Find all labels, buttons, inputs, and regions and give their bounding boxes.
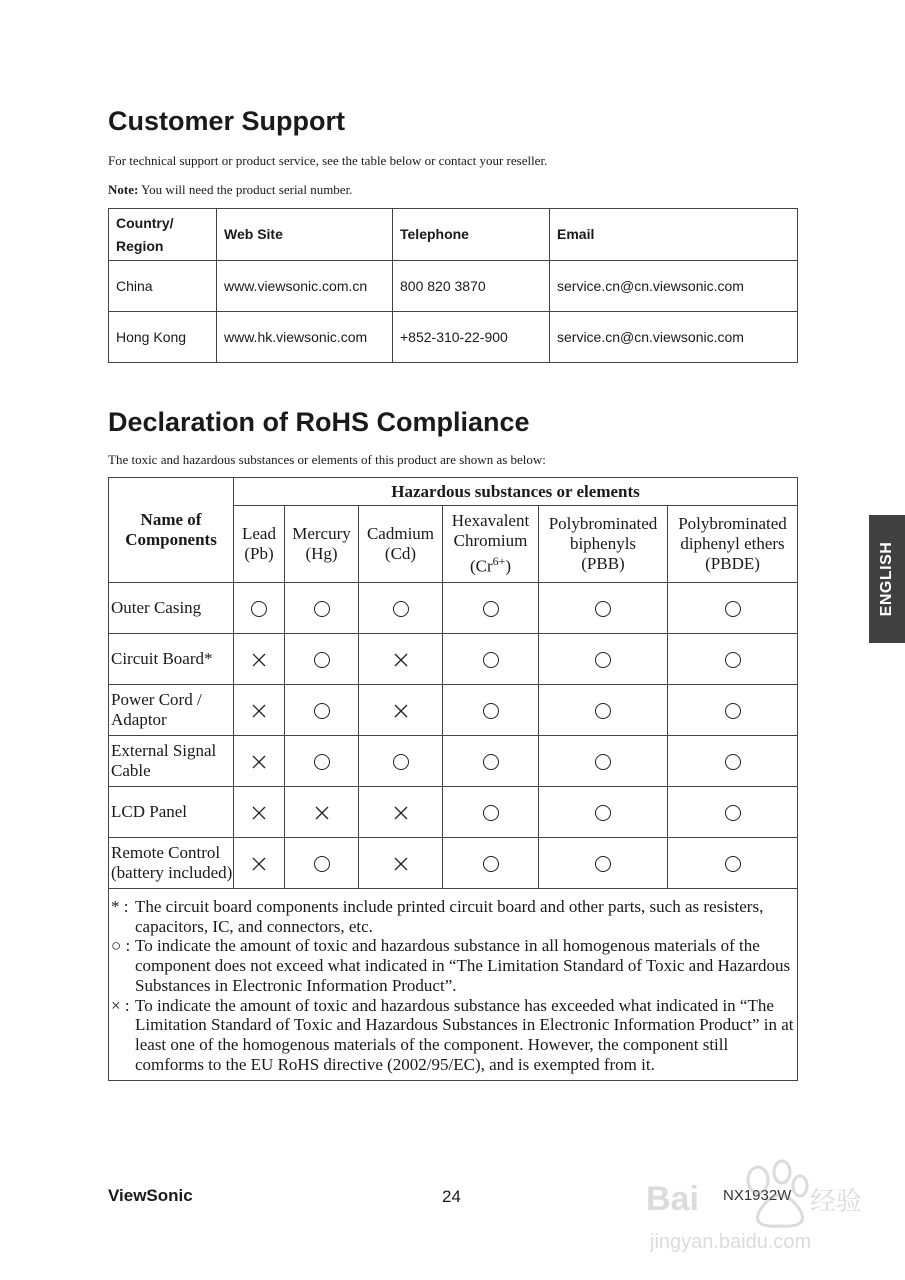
exceeds-mark [285, 787, 359, 838]
exceeds-mark [234, 634, 285, 685]
email-link[interactable]: service.cn@cn.viewsonic.com [550, 261, 798, 312]
header-telephone: Telephone [393, 209, 550, 261]
language-tab-label: ENGLISH [878, 541, 895, 617]
exceeds-mark [234, 838, 285, 889]
rohs-intro: The toxic and hazardous substances or elements of this product are shown as below: [108, 452, 546, 467]
rohs-body [109, 583, 798, 889]
rohs-header-row [109, 478, 798, 506]
circle-icon [393, 601, 409, 617]
support-table [108, 208, 798, 363]
compliant-mark [539, 634, 668, 685]
circle-icon [483, 856, 499, 872]
rohs-title: Declaration of RoHS Compliance [108, 407, 530, 437]
circle-icon [595, 856, 611, 872]
country-cell: Hong Kong [109, 312, 217, 363]
substance-cadmium: Cadmium (Cd) [359, 506, 443, 583]
circle-icon [393, 754, 409, 770]
circle-icon [314, 856, 330, 872]
note-label: Note: [108, 182, 139, 197]
circle-icon [314, 601, 330, 617]
circle-icon [595, 805, 611, 821]
header-website: Web Site [217, 209, 393, 261]
circle-icon [483, 703, 499, 719]
exceeds-mark [234, 685, 285, 736]
circle-icon [725, 601, 741, 617]
compliant-mark [443, 736, 539, 787]
header-email: Email [550, 209, 798, 261]
baidu-watermark [640, 1140, 860, 1270]
circle-icon [595, 601, 611, 617]
circle-icon [595, 754, 611, 770]
compliant-mark [359, 736, 443, 787]
svg-text:经验: 经验 [810, 1187, 860, 1217]
footer-brand: ViewSonic [108, 1186, 193, 1205]
footer-model: NX1932W [723, 1187, 792, 1204]
compliant-mark [443, 583, 539, 634]
telephone-cell: 800 820 3870 [393, 261, 550, 312]
circle-icon [725, 703, 741, 719]
compliant-mark [443, 838, 539, 889]
table-row [109, 312, 798, 363]
rohs-table [108, 477, 798, 1081]
compliant-mark [443, 634, 539, 685]
exceeds-mark [359, 787, 443, 838]
cross-icon [393, 856, 409, 872]
cross-icon [314, 805, 330, 821]
cross-icon [393, 805, 409, 821]
notes-cell [109, 889, 798, 1081]
notes-row [109, 889, 798, 1081]
compliant-mark [443, 787, 539, 838]
component-name: External Signal Cable [109, 736, 234, 787]
cross-icon [251, 805, 267, 821]
compliant-mark [668, 787, 798, 838]
country-cell: China [109, 261, 217, 312]
support-note [108, 182, 352, 198]
substance-lead: Lead (Pb) [234, 506, 285, 583]
exceeds-mark [359, 634, 443, 685]
circle-icon [725, 856, 741, 872]
name-of-components-header: Name of Components [109, 478, 234, 583]
substance-pbde: Polybrominated diphenyl ethers (PBDE) [668, 506, 798, 583]
circle-icon [314, 703, 330, 719]
website-link[interactable]: www.viewsonic.com.cn [217, 261, 393, 312]
table-row [109, 787, 798, 838]
compliant-mark [359, 583, 443, 634]
cross-icon [251, 856, 267, 872]
compliant-mark [539, 787, 668, 838]
circle-icon [483, 652, 499, 668]
customer-support-title: Customer Support [108, 106, 346, 136]
substance-pbb: Polybrominated biphenyls (PBB) [539, 506, 668, 583]
note-circle: ○ : To indicate the amount of toxic and hazardous substance in all homogenous materials of the component does not exceed what indicated in “The Limitation Standard of Toxic and Hazardous Substances in Electronic Information Product”. [111, 936, 791, 995]
compliant-mark [668, 736, 798, 787]
table-row [109, 583, 798, 634]
email-link[interactable]: service.cn@cn.viewsonic.com [550, 312, 798, 363]
circle-icon [725, 652, 741, 668]
support-intro: For technical support or product service, see the table below or contact your reseller. [108, 153, 548, 168]
circle-icon [483, 805, 499, 821]
cross-icon [251, 754, 267, 770]
component-name: Remote Control (battery included) [109, 838, 234, 889]
support-table-header [109, 209, 798, 261]
circle-icon [483, 754, 499, 770]
compliant-mark [539, 583, 668, 634]
svg-text:Bai: Bai [646, 1180, 699, 1218]
compliant-mark [285, 838, 359, 889]
circle-icon [251, 601, 267, 617]
table-row [109, 685, 798, 736]
compliant-mark [668, 634, 798, 685]
exceeds-mark [359, 838, 443, 889]
circle-icon [314, 652, 330, 668]
compliant-mark [285, 634, 359, 685]
circle-icon [595, 703, 611, 719]
circle-icon [595, 652, 611, 668]
compliant-mark [285, 736, 359, 787]
table-row [109, 838, 798, 889]
component-name: Power Cord / Adaptor [109, 685, 234, 736]
compliant-mark [443, 685, 539, 736]
circle-icon [314, 754, 330, 770]
compliant-mark [539, 838, 668, 889]
circle-icon [483, 601, 499, 617]
compliant-mark [234, 583, 285, 634]
cross-icon [393, 652, 409, 668]
exceeds-mark [234, 787, 285, 838]
substance-chromium: Hexavalent Chromium $(Cr^{6+})$ [443, 506, 539, 583]
circle-icon [725, 754, 741, 770]
table-row [109, 736, 798, 787]
cross-icon [251, 652, 267, 668]
table-row [109, 634, 798, 685]
page-number: 24 [442, 1187, 461, 1206]
component-name: LCD Panel [109, 787, 234, 838]
cross-icon [393, 703, 409, 719]
exceeds-mark [234, 736, 285, 787]
circle-icon [725, 805, 741, 821]
note-circuit-board: * : The circuit board components include printed circuit board and other parts, such as resisters, capacitors, IC, and connectors, etc. [111, 897, 764, 936]
language-tab[interactable] [869, 515, 905, 643]
website-link[interactable]: www.hk.viewsonic.com [217, 312, 393, 363]
table-row [109, 261, 798, 312]
compliant-mark [539, 685, 668, 736]
compliant-mark [539, 736, 668, 787]
note-text: You will need the product serial number. [138, 182, 353, 197]
note-cross: × : To indicate the amount of toxic and hazardous substance has exceeded what indicated in “The Limitation Standard of Toxic and Hazardous Substances in Electronic Information Product” in at least one of the homogenous materials of the component. However, the component still comforms to the EU RoHS directive (2002/95/EC), and is exempted from it. [111, 995, 794, 1074]
compliant-mark [285, 685, 359, 736]
svg-text:jingyan.baidu.com: jingyan.baidu.com [650, 1231, 812, 1253]
hazardous-substances-header: Hazardous substances or elements [234, 478, 798, 506]
telephone-cell: +852-310-22-900 [393, 312, 550, 363]
compliant-mark [285, 583, 359, 634]
component-name: Circuit Board* [109, 634, 234, 685]
component-name: Outer Casing [109, 583, 234, 634]
compliant-mark [668, 583, 798, 634]
substance-mercury: Mercury (Hg) [285, 506, 359, 583]
watermark-logo [640, 1140, 860, 1270]
compliant-mark [668, 685, 798, 736]
exceeds-mark [359, 685, 443, 736]
cross-icon [251, 703, 267, 719]
header-country: Country/ Region [109, 209, 217, 261]
compliant-mark [668, 838, 798, 889]
